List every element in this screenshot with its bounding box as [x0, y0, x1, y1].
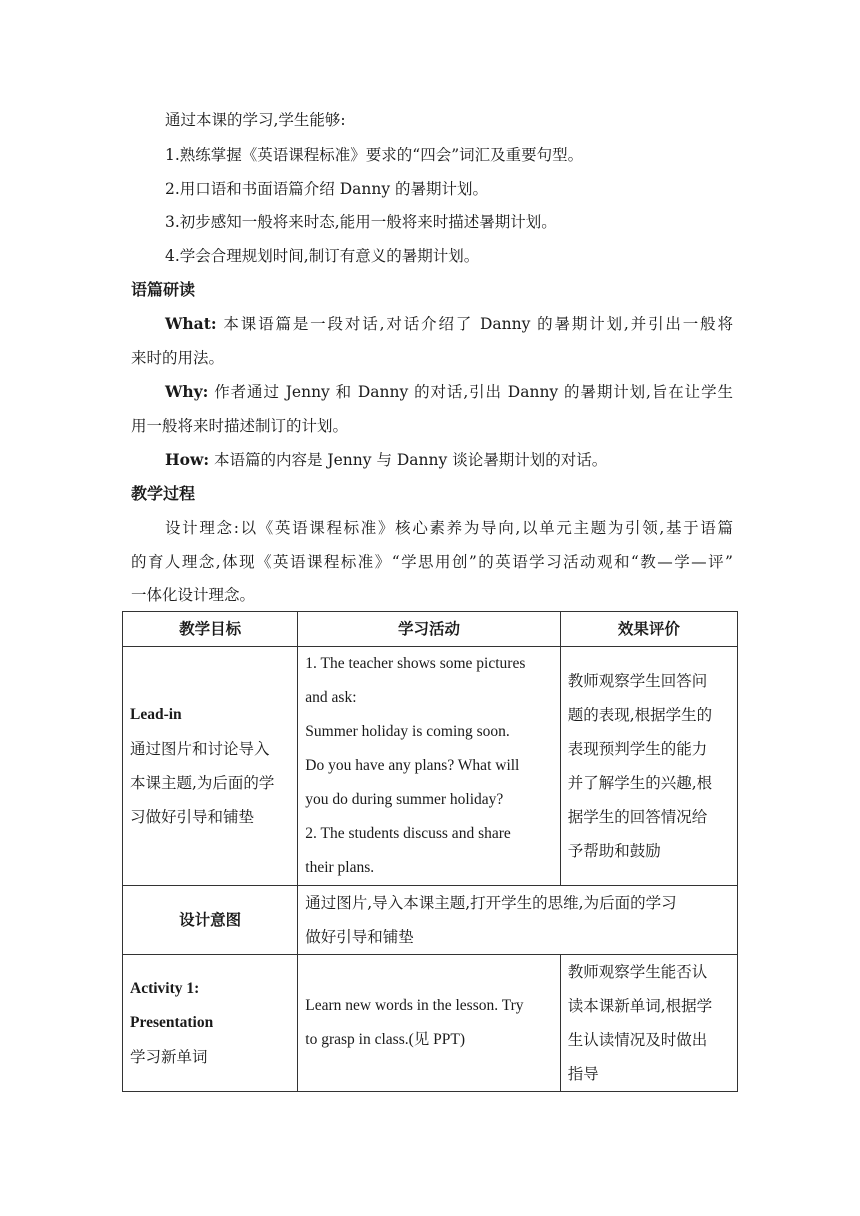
activity1-eval-4: 指导: [567, 1065, 599, 1083]
leadin-activity-1: 1. The teacher shows some pictures: [305, 655, 526, 672]
activity1-evaluation-cell: [560, 955, 737, 1092]
leadin-activity-3: Summer holiday is coming soon.: [305, 723, 510, 740]
table-header-row: [123, 612, 738, 647]
leadin-desc-2: 本课主题,为后面的学: [130, 774, 275, 792]
why-line1: 作者通过 Jenny 和 Danny 的对话,引出 Danny 的暑期计划,旨在让学生: [208, 383, 733, 401]
leadin-eval-1: 教师观察学生回答问: [567, 672, 708, 690]
table-row-leadin: [123, 647, 738, 886]
how-text: 本语篇的内容是 Jenny 与 Danny 谈论暑期计划的对话。: [209, 451, 608, 469]
activity1-desc: 学习新单词: [130, 1048, 208, 1066]
objective-1: 1.熟练掌握《英语课程标准》要求的“四会”词汇及重要句型。: [165, 146, 584, 164]
lesson-plan-table: [122, 611, 738, 1092]
activity1-activity-cell: [298, 955, 560, 1092]
leadin-evaluation-cell: [560, 647, 737, 886]
process-line2: 的育人理念,体现《英语课程标准》“学思用创”的英语学习活动观和“教—学—评”: [131, 553, 733, 571]
what-line2: 来时的用法。: [131, 349, 225, 367]
leadin-activity-6: 2. The students discuss and share: [305, 825, 511, 842]
intent-label-cell: 设计意图: [123, 886, 298, 955]
leadin-activity-7: their plans.: [305, 859, 375, 876]
process-line1: 设计理念:以《英语课程标准》核心素养为导向,以单元主题为引领,基于语篇: [165, 519, 733, 537]
what-paragraph: [165, 307, 733, 341]
how-paragraph: [165, 443, 733, 477]
intent-text-2: 做好引导和铺垫: [305, 928, 414, 946]
leadin-eval-3: 表现预判学生的能力: [567, 740, 708, 758]
header-activity: 学习活动: [298, 612, 560, 647]
leadin-title: Lead-in: [130, 706, 182, 723]
intent-text-1: 通过图片,导入本课主题,打开学生的思维,为后面的学习: [305, 894, 677, 912]
table-row-intent: [123, 886, 738, 955]
activity1-title-1: Activity 1:: [130, 980, 200, 997]
activity1-activity-2: to grasp in class.(见 PPT): [305, 1031, 466, 1048]
process-heading: 教学过程: [131, 484, 196, 503]
leadin-activity-cell: [298, 647, 560, 886]
activity1-eval-1: 教师观察学生能否认: [567, 963, 708, 981]
intro-text: 通过本课的学习,学生能够:: [165, 111, 346, 129]
why-line2: 用一般将来时描述制订的计划。: [131, 417, 349, 435]
leadin-activity-4: Do you have any plans? What will: [305, 757, 520, 774]
activity1-eval-3: 生认读情况及时做出: [567, 1031, 708, 1049]
objective-2: 2.用口语和书面语篇介绍 Danny 的暑期计划。: [165, 180, 489, 198]
leadin-eval-5: 据学生的回答情况给: [567, 808, 708, 826]
intent-text-cell: [298, 886, 738, 955]
leadin-goal-cell: [123, 647, 298, 886]
text-study-heading: 语篇研读: [131, 280, 196, 299]
leadin-eval-4: 并了解学生的兴趣,根: [567, 774, 713, 792]
activity1-eval-2: 读本课新单词,根据学: [567, 997, 713, 1015]
what-line1: 本课语篇是一段对话,对话介绍了 Danny 的暑期计划,并引出一般将: [216, 315, 733, 333]
table-row-activity1: [123, 955, 738, 1092]
leadin-eval-6: 予帮助和鼓励: [567, 842, 661, 860]
leadin-eval-2: 题的表现,根据学生的: [567, 706, 713, 724]
activity1-title-2: Presentation: [130, 1014, 214, 1031]
why-paragraph: [165, 375, 733, 409]
how-label: How:: [165, 450, 210, 469]
header-evaluation: 效果评价: [560, 612, 737, 647]
activity1-activity-1: Learn new words in the lesson. Try: [305, 997, 524, 1014]
what-label: What:: [165, 314, 217, 333]
activity1-goal-cell: [123, 955, 298, 1092]
objective-3: 3.初步感知一般将来时态,能用一般将来时描述暑期计划。: [165, 213, 557, 231]
leadin-activity-2: and ask:: [305, 689, 357, 706]
leadin-desc-3: 习做好引导和铺垫: [130, 808, 255, 826]
leadin-activity-5: you do during summer holiday?: [305, 791, 504, 808]
objective-4: 4.学会合理规划时间,制订有意义的暑期计划。: [165, 247, 480, 265]
process-line3: 一体化设计理念。: [131, 586, 256, 604]
why-label: Why:: [165, 382, 209, 401]
leadin-desc-1: 通过图片和讨论导入: [130, 740, 270, 758]
header-goal: 教学目标: [123, 612, 298, 647]
